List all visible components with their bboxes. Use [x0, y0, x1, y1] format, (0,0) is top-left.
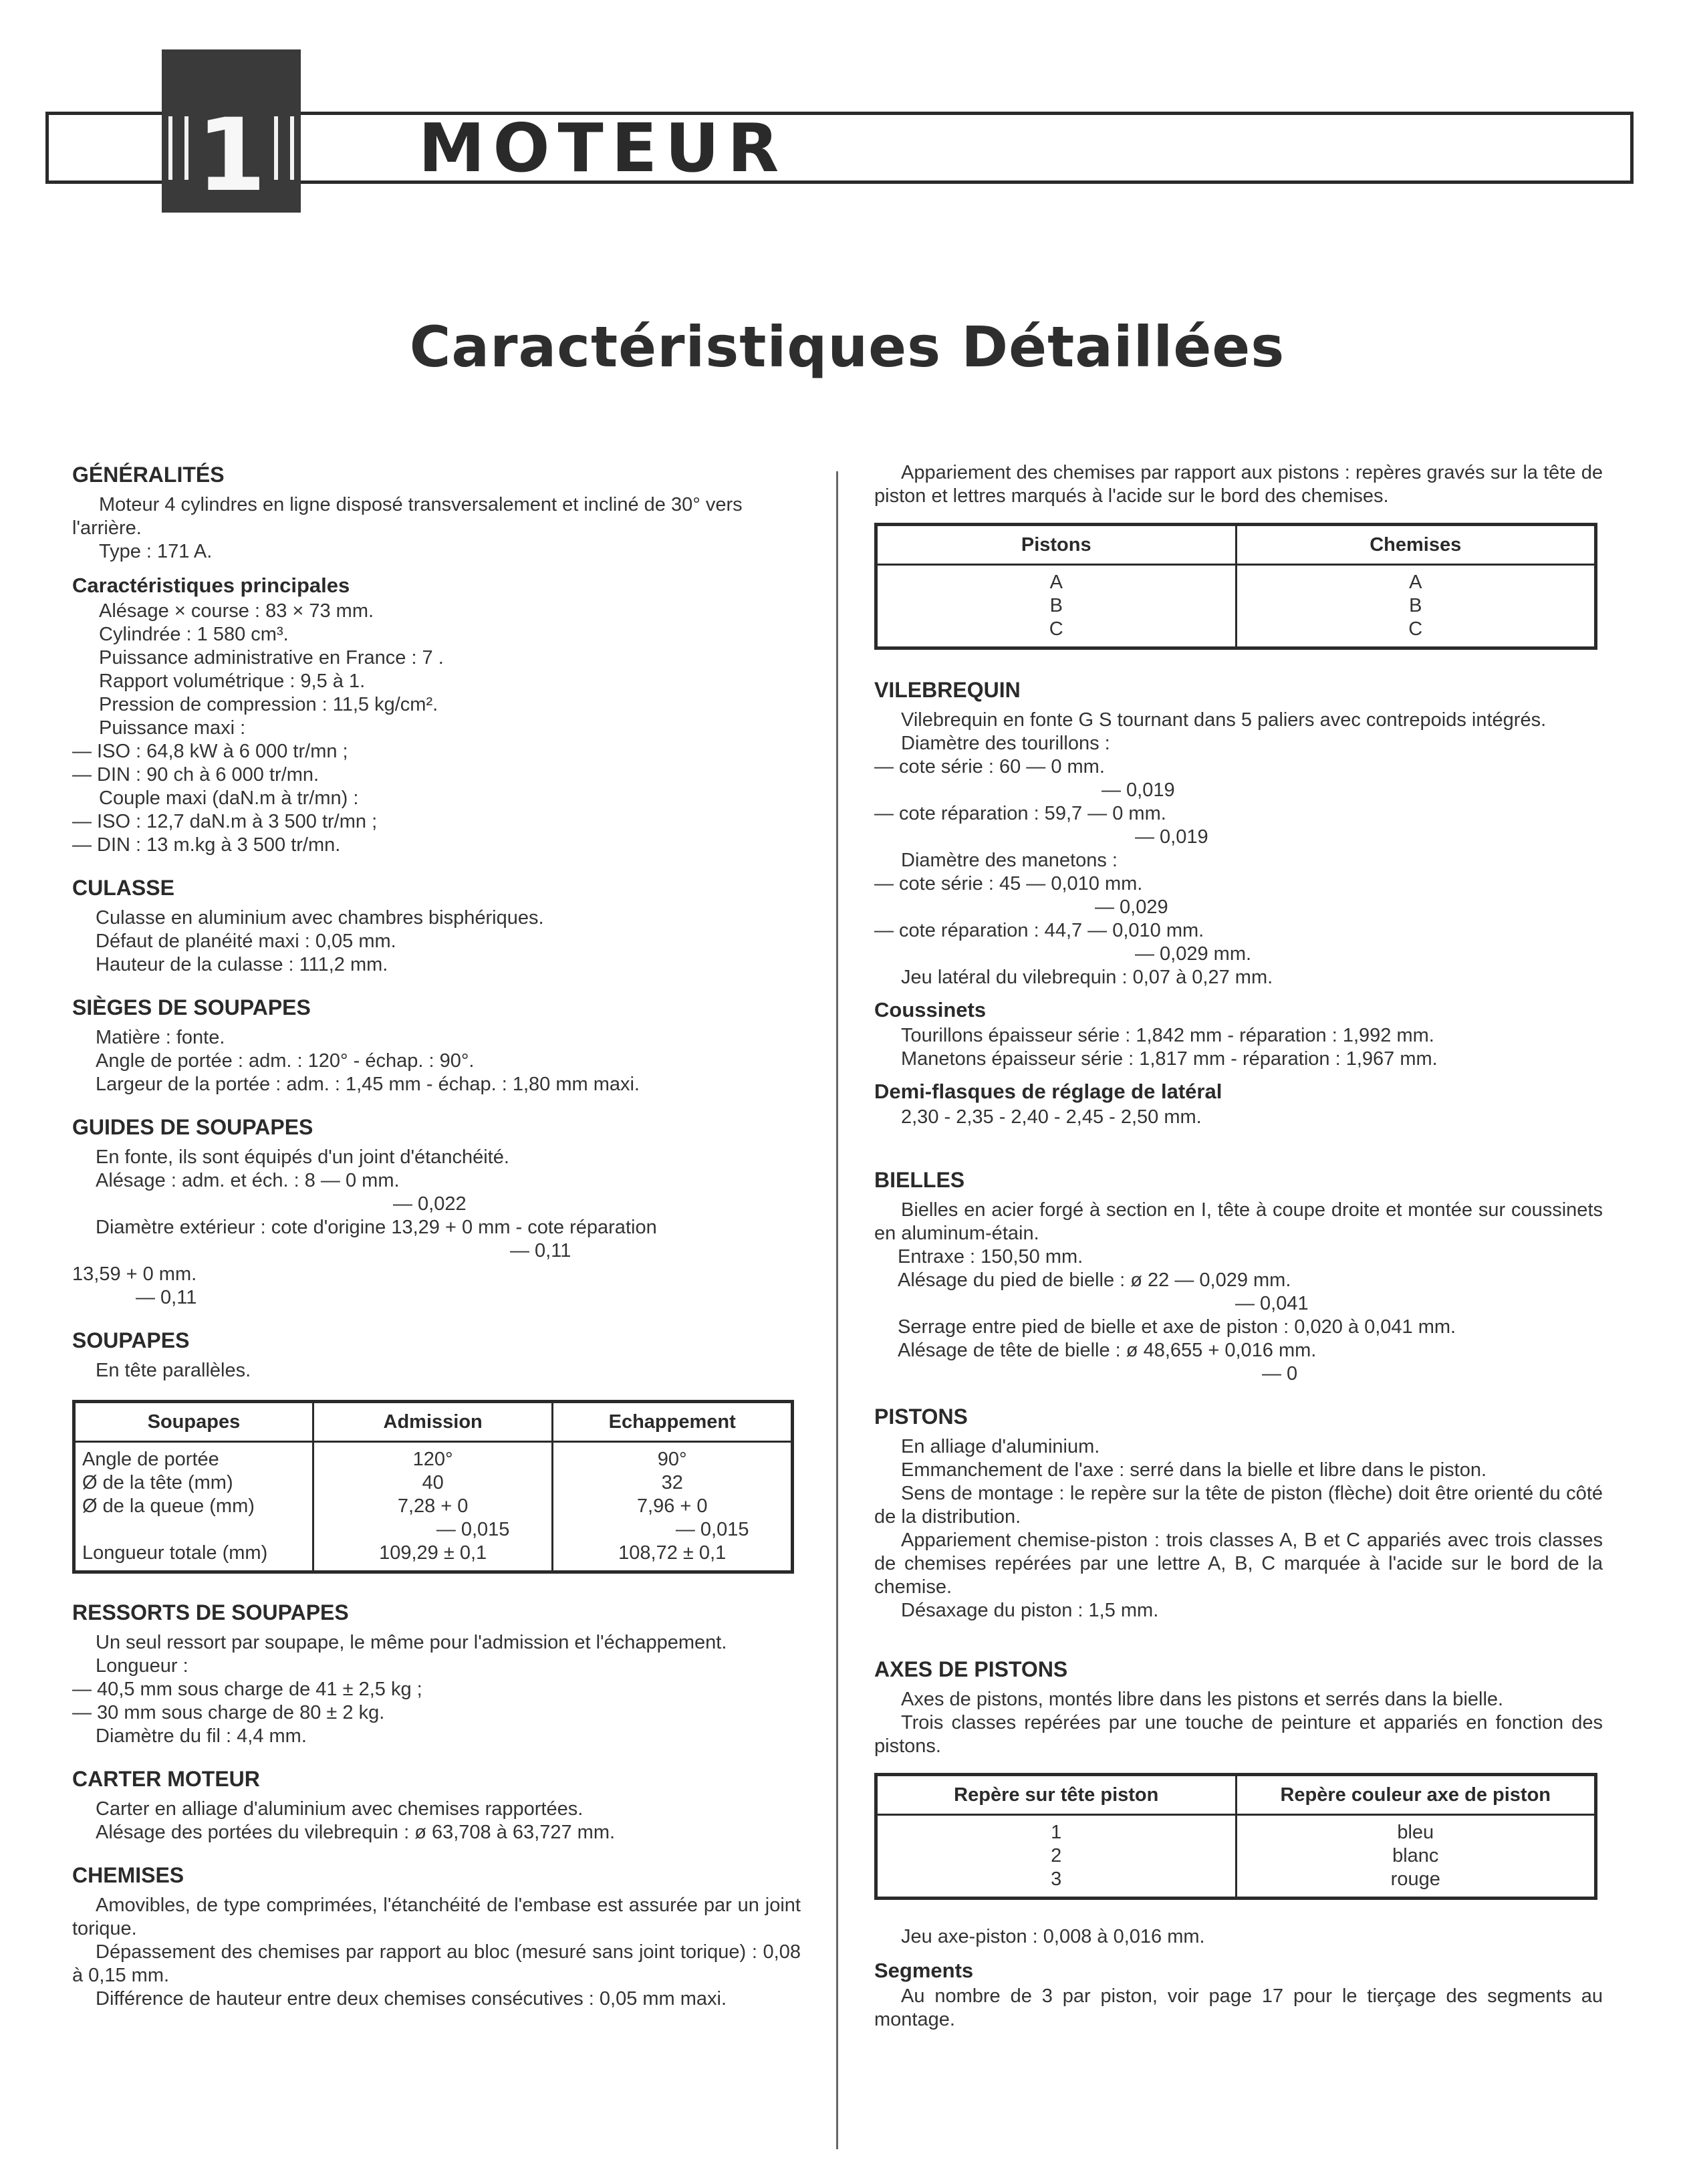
table-cell-couleur: bleu blanc rouge	[1236, 1815, 1596, 1899]
spec-line: Carter en alliage d'aluminium avec chemises rapportées.	[96, 1798, 584, 1820]
spec-line: — cote série : 45 — 0,010 mm.	[874, 873, 1143, 894]
spec-line: — cote réparation : 59,7 — 0 mm.	[874, 803, 1166, 824]
spec-line: Alésage : adm. et éch. : 8 — 0 mm.	[96, 1170, 400, 1191]
section-heading-generalites: GÉNÉRALITÉS	[72, 463, 225, 487]
spec-line: Serrage entre pied de bielle et axe de piston : 0,020 à 0,041 mm.	[898, 1316, 1456, 1338]
spec-line: Angle de portée : adm. : 120° - échap. : 90°.	[96, 1050, 475, 1072]
chapter-number: 1	[196, 98, 267, 214]
table-cell-chemises: A B C	[1236, 565, 1596, 648]
pin-marking-table	[874, 1773, 1597, 1900]
spec-line: Cylindrée : 1 580 cm³.	[99, 624, 289, 645]
spec-line: Diamètre des manetons :	[901, 850, 1118, 871]
spec-line: Longueur :	[96, 1655, 188, 1677]
chapter-title: MOTEUR	[418, 109, 787, 187]
section-heading-principales: Caractéristiques principales	[72, 574, 350, 597]
section-heading-coussinets: Coussinets	[874, 998, 987, 1021]
table-cell-echappement: 90° 32 7,96 + 0 — 0,015 108,72 ± 0,1	[553, 1442, 793, 1572]
spec-line: — ISO : 12,7 daN.m à 3 500 tr/mn ;	[72, 811, 378, 832]
section-heading-pistons: PISTONS	[874, 1405, 968, 1429]
paragraph: Appariement des chemises par rapport aux pistons : repères gravés sur la tête de piston et lettres marqués à l'acide sur le bord des chemises.	[874, 462, 1603, 507]
spec-line: Jeu latéral du vilebrequin : 0,07 à 0,27 mm.	[901, 967, 1273, 988]
section-heading-sieges: SIÈGES DE SOUPAPES	[72, 995, 311, 1019]
spec-line: En alliage d'aluminium.	[901, 1436, 1100, 1457]
spec-line: Diamètre des tourillons :	[901, 733, 1110, 754]
valves-table	[72, 1400, 794, 1574]
left-column	[72, 461, 801, 2011]
paragraph: Type : 171 A.	[99, 541, 213, 562]
spec-line: Tourillons épaisseur série : 1,842 mm - réparation : 1,992 mm.	[901, 1025, 1434, 1046]
spec-line: Emmanchement de l'axe : serré dans la bielle et libre dans le piston.	[901, 1459, 1487, 1481]
table-header: Chemises	[1236, 525, 1596, 565]
table-cell-pistons: A B C	[876, 565, 1237, 648]
spec-line: Jeu axe-piston : 0,008 à 0,016 mm.	[901, 1926, 1205, 1947]
table-header: Admission	[313, 1402, 553, 1442]
tolerance-line: — 0,11	[510, 1240, 571, 1261]
paragraph: Vilebrequin en fonte G S tournant dans 5 paliers avec contrepoids intégrés.	[901, 709, 1547, 731]
table-cell-labels: Angle de portée Ø de la tête (mm) Ø de la queue (mm) Longueur totale (mm)	[74, 1442, 313, 1572]
section-heading-soupapes: SOUPAPES	[72, 1328, 190, 1352]
spec-line: Axes de pistons, montés libre dans les pistons et serrés dans la bielle.	[901, 1689, 1504, 1710]
table-header: Repère couleur axe de piston	[1236, 1775, 1596, 1815]
tolerance-line: — 0,11	[136, 1287, 197, 1308]
spec-line: Puissance maxi :	[99, 717, 246, 739]
tolerance-line: — 0,029	[1095, 896, 1168, 918]
tolerance-line: — 0	[1262, 1363, 1298, 1384]
spec-line: Désaxage du piston : 1,5 mm.	[901, 1600, 1159, 1621]
paragraph: Appariement chemise-piston : trois classes A, B et C appariés avec trois classes de chemises repérées par une lettre A, B, C marquée à l'acide sur le bord de la chemise.	[874, 1530, 1603, 1598]
tolerance-line: — 0,022	[393, 1193, 467, 1215]
spec-line: — DIN : 90 ch à 6 000 tr/mn.	[72, 764, 319, 785]
spec-line: Puissance administrative en France : 7 .	[99, 647, 444, 669]
spec-line: Diamètre du fil : 4,4 mm.	[96, 1725, 307, 1747]
paragraph: Au nombre de 3 par piston, voir page 17 pour le tierçage des segments au montage.	[874, 1985, 1603, 2030]
section-heading-segments: Segments	[874, 1959, 974, 1982]
spec-line: Entraxe : 150,50 mm.	[898, 1246, 1083, 1267]
tolerance-line: — 0,041	[1235, 1293, 1309, 1314]
spec-line: Matière : fonte.	[96, 1027, 225, 1048]
table-header: Pistons	[876, 525, 1237, 565]
spec-line: Couple maxi (daN.m à tr/mn) :	[99, 787, 359, 809]
section-heading-ressorts: RESSORTS DE SOUPAPES	[72, 1600, 349, 1624]
section-heading-chemises: CHEMISES	[72, 1863, 184, 1887]
section-heading-bielles: BIELLES	[874, 1168, 965, 1192]
section-heading-axes: AXES DE PISTONS	[874, 1657, 1068, 1681]
pistons-liners-table	[874, 523, 1597, 650]
spec-line: 13,59 + 0 mm.	[72, 1263, 197, 1285]
section-heading-guides: GUIDES DE SOUPAPES	[72, 1115, 313, 1139]
spec-line: — 30 mm sous charge de 80 ± 2 kg.	[72, 1702, 385, 1723]
paragraph: Moteur 4 cylindres en ligne disposé transversalement et incliné de 30° vers l'arrière.	[72, 494, 743, 539]
spec-line: Défaut de planéité maxi : 0,05 mm.	[96, 931, 396, 952]
column-divider	[836, 471, 838, 2149]
spec-line: 2,30 - 2,35 - 2,40 - 2,45 - 2,50 mm.	[901, 1106, 1202, 1128]
paragraph: Sens de montage : le repère sur la tête de piston (flèche) doit être orienté du côté de la distribution.	[874, 1483, 1603, 1528]
tolerance-line: — 0,019	[1135, 826, 1208, 848]
spec-line: Diamètre extérieur : cote d'origine 13,29 + 0 mm - cote réparation	[96, 1217, 657, 1238]
spec-line: Manetons épaisseur série : 1,817 mm - réparation : 1,967 mm.	[901, 1048, 1438, 1070]
tolerance-line: — 0,019	[1102, 779, 1175, 801]
chapter-number-badge	[162, 49, 301, 213]
paragraph: Un seul ressort par soupape, le même pour l'admission et l'échappement.	[96, 1632, 727, 1653]
spec-line: Hauteur de la culasse : 111,2 mm.	[96, 954, 388, 975]
paragraph: Bielles en acier forgé à section en I, tête à coupe droite et montée sur coussinets en aluminum-étain.	[874, 1199, 1603, 1244]
spec-line: Alésage de tête de bielle : ø 48,655 + 0,016 mm.	[898, 1340, 1317, 1361]
spec-line: Culasse en aluminium avec chambres bisphériques.	[96, 907, 544, 929]
paragraph: Trois classes repérées par une touche de peinture et appariés en fonction des pistons.	[874, 1712, 1603, 1757]
section-heading-carter: CARTER MOTEUR	[72, 1767, 260, 1791]
spec-line: — cote série : 60 — 0 mm.	[874, 756, 1105, 777]
spec-line: — 40,5 mm sous charge de 41 ± 2,5 kg ;	[72, 1679, 422, 1700]
paragraph: Différence de hauteur entre deux chemises consécutives : 0,05 mm maxi.	[96, 1988, 727, 2010]
table-cell-admission: 120° 40 7,28 + 0 — 0,015 109,29 ± 0,1	[313, 1442, 553, 1572]
table-header: Echappement	[553, 1402, 793, 1442]
right-column	[874, 461, 1603, 2032]
table-header: Soupapes	[74, 1402, 313, 1442]
section-heading-culasse: CULASSE	[72, 876, 174, 900]
spec-line: — cote réparation : 44,7 — 0,010 mm.	[874, 920, 1204, 941]
table-cell-repere: 1 2 3	[876, 1815, 1237, 1899]
spec-line: En tête parallèles.	[96, 1360, 251, 1381]
spec-line: Largeur de la portée : adm. : 1,45 mm - échap. : 1,80 mm maxi.	[96, 1074, 640, 1095]
paragraph: Dépassement des chemises par rapport au bloc (mesuré sans joint torique) : 0,08 à 0,15 mm.	[72, 1941, 801, 1986]
spec-line: Alésage des portées du vilebrequin : ø 63,708 à 63,727 mm.	[96, 1822, 616, 1843]
spec-line: Pression de compression : 11,5 kg/cm².	[99, 694, 438, 715]
section-heading-vilebrequin: VILEBREQUIN	[874, 678, 1021, 702]
section-heading-demi-flasques: Demi-flasques de réglage de latéral	[874, 1080, 1222, 1103]
spec-line: — ISO : 64,8 kW à 6 000 tr/mn ;	[72, 741, 348, 762]
spec-line: Alésage × course : 83 × 73 mm.	[99, 600, 374, 622]
spec-line: — DIN : 13 m.kg à 3 500 tr/mn.	[72, 834, 341, 856]
spec-line: En fonte, ils sont équipés d'un joint d'étanchéité.	[96, 1146, 509, 1168]
table-header: Repère sur tête piston	[876, 1775, 1237, 1815]
page-title: Caractéristiques Détaillées	[409, 314, 1285, 380]
tolerance-line: — 0,029 mm.	[1135, 943, 1252, 965]
spec-line: Rapport volumétrique : 9,5 à 1.	[99, 671, 366, 692]
paragraph: Amovibles, de type comprimées, l'étanchéité de l'embase est assurée par un joint torique.	[72, 1895, 801, 1939]
spec-line: Alésage du pied de bielle : ø 22 — 0,029 mm.	[898, 1269, 1291, 1291]
